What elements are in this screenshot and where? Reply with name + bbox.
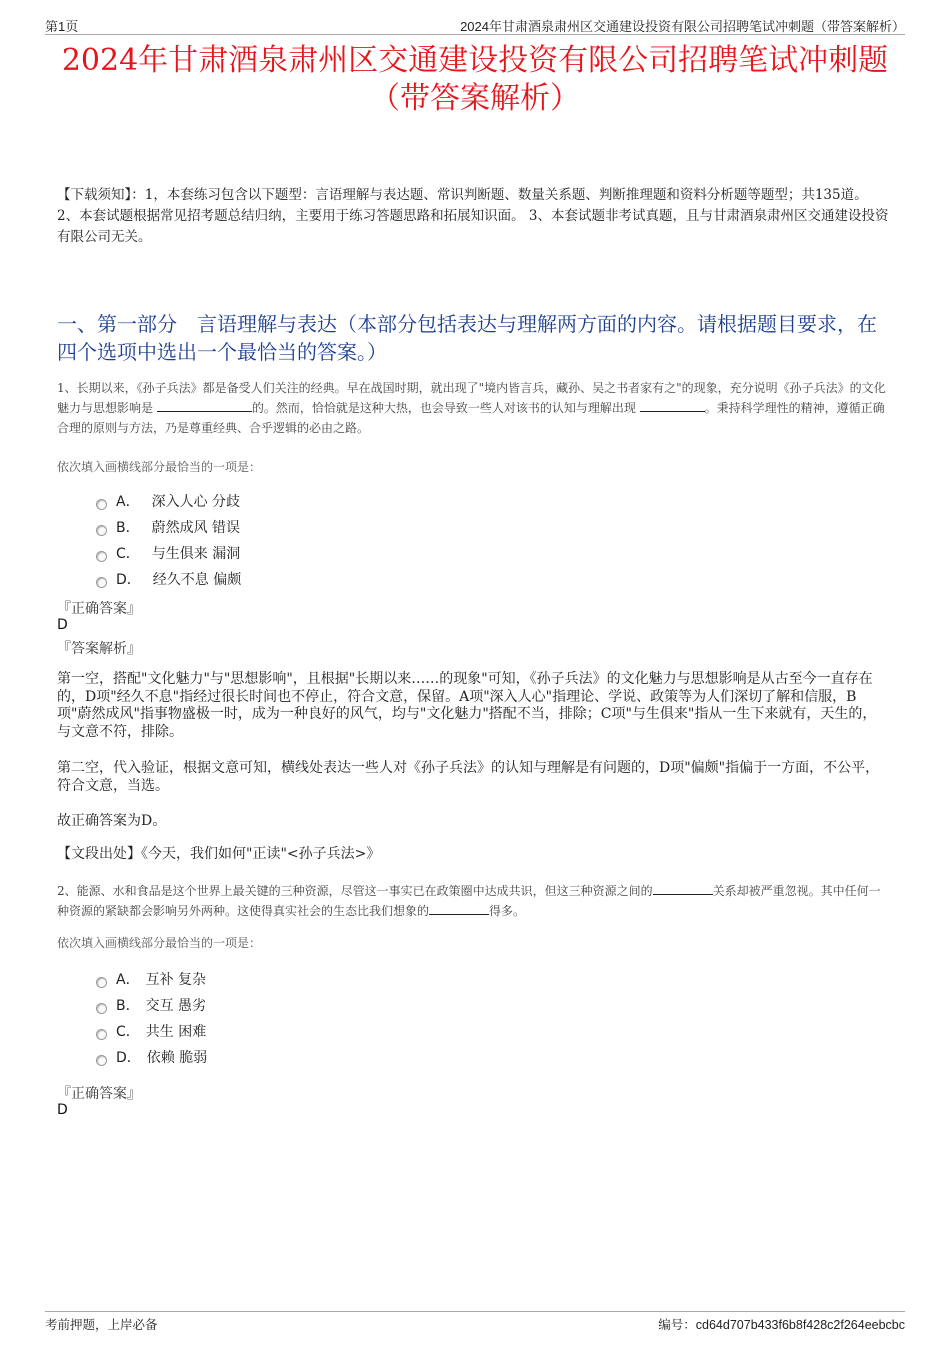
section-heading: 一、第一部分 言语理解与表达（本部分包括表达与理解两方面的内容。请根据题目要求，在四个选项中选出一个最恰当的答案。）: [57, 312, 877, 364]
radio-button[interactable]: [96, 1055, 107, 1066]
page-header: [45, 14, 905, 35]
document-title: [0, 42, 950, 118]
option-a[interactable]: A． 深入人心 分歧: [96, 488, 241, 514]
option-c[interactable]: C． 与生俱来 漏洞: [96, 540, 241, 566]
question-1-options: [96, 488, 241, 592]
header-doc-title: 2024年甘肃酒泉肃州区交通建设投资有限公司招聘笔试冲刺题（带答案解析）: [460, 19, 905, 34]
option-b[interactable]: B． 交互 愚劣: [96, 992, 207, 1018]
radio-button[interactable]: [96, 551, 107, 562]
option-d[interactable]: D． 经久不息 偏颇: [96, 566, 241, 592]
correct-answer: D: [57, 617, 68, 633]
option-c[interactable]: C． 共生 困难: [96, 1018, 207, 1044]
document-code: 编号：cd64d707b433f6b8f428c2f264eebcbc: [658, 1317, 905, 1332]
question-2-options: [96, 966, 207, 1070]
correct-answer: D: [57, 1102, 68, 1118]
analysis-paragraph-2: 第二空，代入验证，根据文意可知，横线处表达一些人对《孙子兵法》的认知与理解是有问题的，D项"偏颇"指偏于一方面，不公平，符合文意，当选。: [57, 760, 880, 794]
option-d[interactable]: D． 依赖 脆弱: [96, 1044, 207, 1070]
title-line-1: 2024年甘肃酒泉肃州区交通建设投资有限公司招聘笔试冲刺题: [61, 43, 889, 78]
radio-button[interactable]: [96, 1003, 107, 1014]
page-footer: [45, 1311, 905, 1334]
download-notice: 【下载须知】：1，本套练习包含以下题型：言语理解与表达题、常识判断题、数量关系题、判断推理题和资料分析题等题型；共135道。 2、本套试题根据常见招考题总结归纳，主要用于练习答题思路和拓展知识面。 3、本套试题非考试真题，且与甘肃酒泉肃州区交通建设投资有限公司无关。: [57, 187, 889, 245]
option-b[interactable]: B． 蔚然成风 错误: [96, 514, 241, 540]
blank-2: [640, 399, 705, 412]
option-a[interactable]: A． 互补 复杂: [96, 966, 207, 992]
footer-slogan: 考前押题，上岸必备: [45, 1317, 158, 1332]
correct-answer-label: 『正确答案』: [57, 1086, 141, 1102]
radio-button[interactable]: [96, 577, 107, 588]
blank-2: [429, 902, 489, 915]
radio-button[interactable]: [96, 1029, 107, 1040]
question-1-stem: 1、长期以来，《孙子兵法》都是备受人们关注的经典。早在战国时期，就出现了"境内皆言兵，藏孙、吴之书者家有之"的现象，充分说明《孙子兵法》的文化魅力与思想影响是 的。然而，恰恰就是这种大热，也会导致一些人对该书的认知与理解出现 。秉持科学理性的精神，遵循正确合理的原则与方法，乃是尊重经典、合乎逻辑的必由之路。: [57, 381, 886, 435]
analysis-paragraph-1: 第一空，搭配"文化魅力"与"思想影响"，且根据"长期以来……的现象"可知，《孙子兵法》的文化魅力与思想影响是从古至今一直存在的，D项"经久不息"指经过很长时间也不停止，符合文意，保留。A项"深入人心"指理论、学说、政策等为人们深切了解和信服，B项"蔚然成风"指事物盛极一时，成为一种良好的风气，均与"文化魅力"搭配不当，排除；C项"与生俱来"指从一生下来就有，天生的，与文意不符，排除。: [57, 671, 877, 740]
analysis-conclusion: 故正确答案为D。: [57, 813, 167, 829]
radio-button[interactable]: [96, 525, 107, 536]
correct-answer-label: 『正确答案』: [57, 601, 141, 617]
radio-button[interactable]: [96, 499, 107, 510]
question-2-stem: 2、能源、水和食品是这个世界上最关键的三种资源，尽管这一事实已在政策圈中达成共识，但这三种资源之间的 关系却被严重忽视。其中任何一种资源的紧缺都会影响另外两种。这使得真实社会的生态比我们想象的 得多。: [57, 884, 881, 918]
blank-1: [653, 882, 713, 895]
title-line-2: （带答案解析）: [370, 81, 580, 116]
page-number: 第1页: [45, 19, 79, 34]
source-citation: 【文段出处】《今天，我们如何"正读"<孙子兵法>》: [57, 846, 381, 862]
blank-1: [157, 399, 252, 412]
question-2-prompt: 依次填入画横线部分最恰当的一项是：: [57, 936, 262, 950]
analysis-label: 『答案解析』: [57, 641, 141, 657]
question-1-prompt: 依次填入画横线部分最恰当的一项是：: [57, 460, 262, 474]
radio-button[interactable]: [96, 977, 107, 988]
